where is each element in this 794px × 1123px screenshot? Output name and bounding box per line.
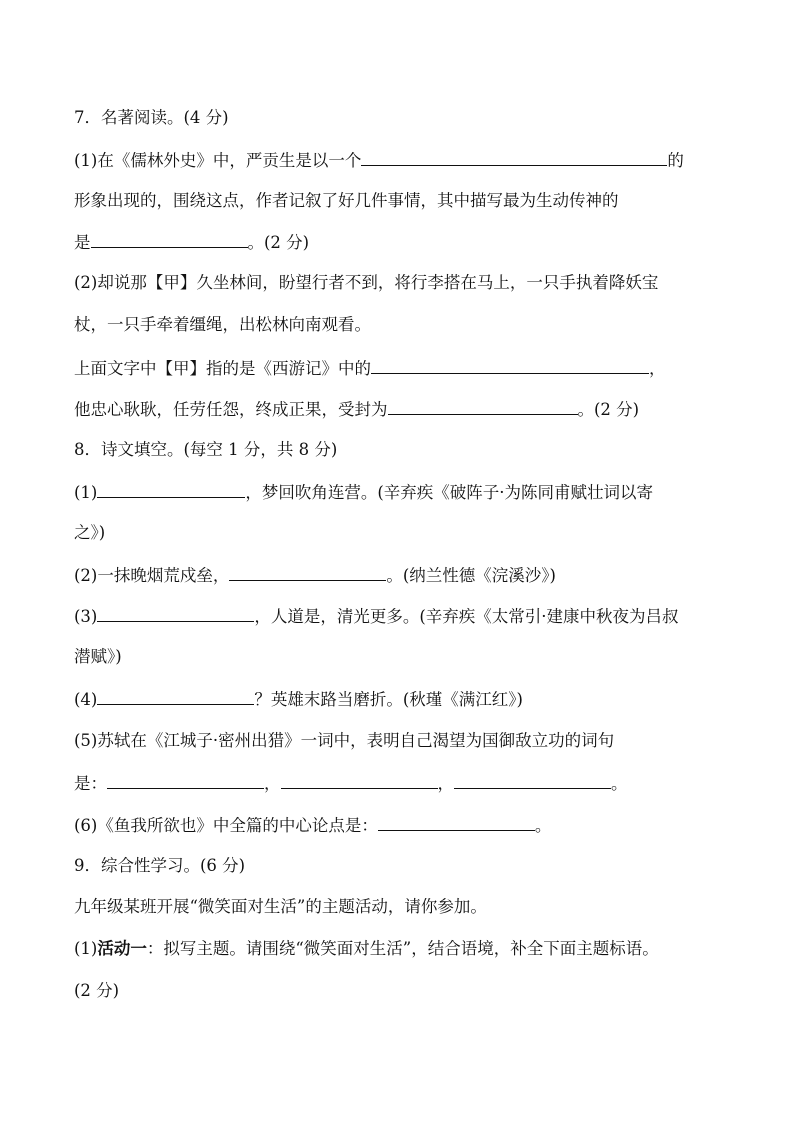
q7-p2-text-c: 上面文字中【甲】指的是《西游记》中的 <box>74 359 371 378</box>
q8-i2-text-a: (2)一抹晚烟荒戍垒， <box>74 566 230 585</box>
q7-part1-line3 <box>74 231 309 254</box>
q8-item2 <box>74 564 556 587</box>
q8-answer-blank-4[interactable] <box>97 688 254 705</box>
q8-answer-blank-8[interactable] <box>378 814 535 831</box>
q8-item6 <box>74 814 551 837</box>
q7-title-text: 7．名著阅读。(4 分) <box>74 108 229 127</box>
q8-i5-text-d: ， <box>437 774 454 793</box>
q8-i6-text-b: 。 <box>534 816 552 835</box>
q9-intro-text: 九年级某班开展“微笑面对生活”的主题活动，请你参加。 <box>74 897 487 916</box>
q7-p1-text-a: (1)在《儒林外史》中，严贡生是以一个 <box>74 151 362 170</box>
q9-a1-text-c: ：拟写主题。请围绕“微笑面对生活”，结合语境，补全下面主题标语。 <box>146 939 659 958</box>
q8-i5-text-b: 是： <box>74 774 107 793</box>
q8-item1-line1 <box>74 481 653 504</box>
q7-p1-text-b: 的 <box>667 151 684 170</box>
q7-p2-text-e: 他忠心耿耿，任劳任怨，终成正果，受封为 <box>74 400 388 419</box>
q8-title-text: 8．诗文填空。(每空 1 分，共 8 分) <box>74 440 338 459</box>
q8-i6-text-a: (6)《鱼我所欲也》中全篇的中心论点是： <box>74 816 378 835</box>
q8-answer-blank-5[interactable] <box>107 772 264 789</box>
q7-title <box>74 107 229 129</box>
q7-p1-text-d: 是 <box>74 233 91 252</box>
q7-part2-line4 <box>74 398 639 421</box>
q8-item3-line2 <box>74 646 122 668</box>
q8-answer-blank-2[interactable] <box>229 564 386 581</box>
q7-part2-line3 <box>74 357 666 380</box>
q8-answer-blank-1[interactable] <box>97 481 245 498</box>
q8-i1-text-b: ，梦回吹角连营。(辛弃疾《破阵子·为陈同甫赋壮词以寄 <box>245 483 654 502</box>
q8-item1-line2 <box>74 522 105 544</box>
q8-i4-text-b: ？英雄末路当磨折。(秋瑾《满江红》) <box>254 690 523 709</box>
q8-item3-line1 <box>74 605 679 628</box>
q8-i2-text-b: 。(纳兰性德《浣溪沙》) <box>386 566 556 585</box>
q7-part2-line2 <box>74 314 371 336</box>
q7-part1-line1 <box>74 149 684 172</box>
q9-activity1-line1 <box>74 938 659 960</box>
q7-answer-blank-1[interactable] <box>361 149 667 166</box>
q9-activity1-line2 <box>74 980 119 1002</box>
q7-p2-text-f: 。(2 分) <box>577 400 640 419</box>
q7-answer-blank-4[interactable] <box>388 398 578 415</box>
q9-activity1-label: 活动一 <box>97 939 147 958</box>
q9-title <box>74 855 245 877</box>
q8-title <box>74 439 337 461</box>
q9-intro <box>74 896 487 918</box>
q8-i5-text-e: 。 <box>611 774 628 793</box>
q9-title-text: 9．综合性学习。(6 分) <box>74 856 246 875</box>
q8-i4-text-a: (4) <box>74 690 98 709</box>
q8-answer-blank-7[interactable] <box>454 772 611 789</box>
q9-a1-text-a: (1) <box>74 939 98 958</box>
q8-i3-text-a: (3) <box>74 607 98 626</box>
q8-item5-line2 <box>74 772 628 795</box>
q7-p1-text-c: 形象出现的，围绕这点，作者记叙了好几件事情，其中描写最为生动传神的 <box>74 191 619 210</box>
q9-a1-text-d: (2 分) <box>74 981 120 1000</box>
q7-part2-line1 <box>74 272 658 294</box>
q8-answer-blank-3[interactable] <box>97 605 254 622</box>
q8-answer-blank-6[interactable] <box>281 772 438 789</box>
q7-p2-text-a: (2)却说那【甲】久坐林间，盼望行者不到，将行李搭在马上，一只手执着降妖宝 <box>74 273 659 292</box>
q8-item4 <box>74 688 523 711</box>
q8-i3-text-b: ，人道是，清光更多。(辛弃疾《太常引·建康中秋夜为吕叔 <box>254 607 679 626</box>
q8-i5-text-a: (5)苏轼在《江城子·密州出猎》一词中，表明自己渴望为国御敌立功的词句 <box>74 731 615 750</box>
q7-answer-blank-2[interactable] <box>91 231 248 248</box>
q8-i1-text-a: (1) <box>74 483 98 502</box>
q7-p2-text-d: ， <box>649 359 666 378</box>
q7-p1-text-e: 。(2 分) <box>247 233 310 252</box>
q8-i1-text-c: 之》) <box>74 523 106 542</box>
q8-i5-text-c: ， <box>264 774 281 793</box>
q7-p2-text-b: 杖，一只手牵着缰绳，出松林向南观看。 <box>74 315 371 334</box>
q7-answer-blank-3[interactable] <box>371 357 649 374</box>
q8-i3-text-c: 潜赋》) <box>74 647 122 666</box>
q7-part1-line2 <box>74 190 619 212</box>
q8-item5-line1 <box>74 730 614 752</box>
